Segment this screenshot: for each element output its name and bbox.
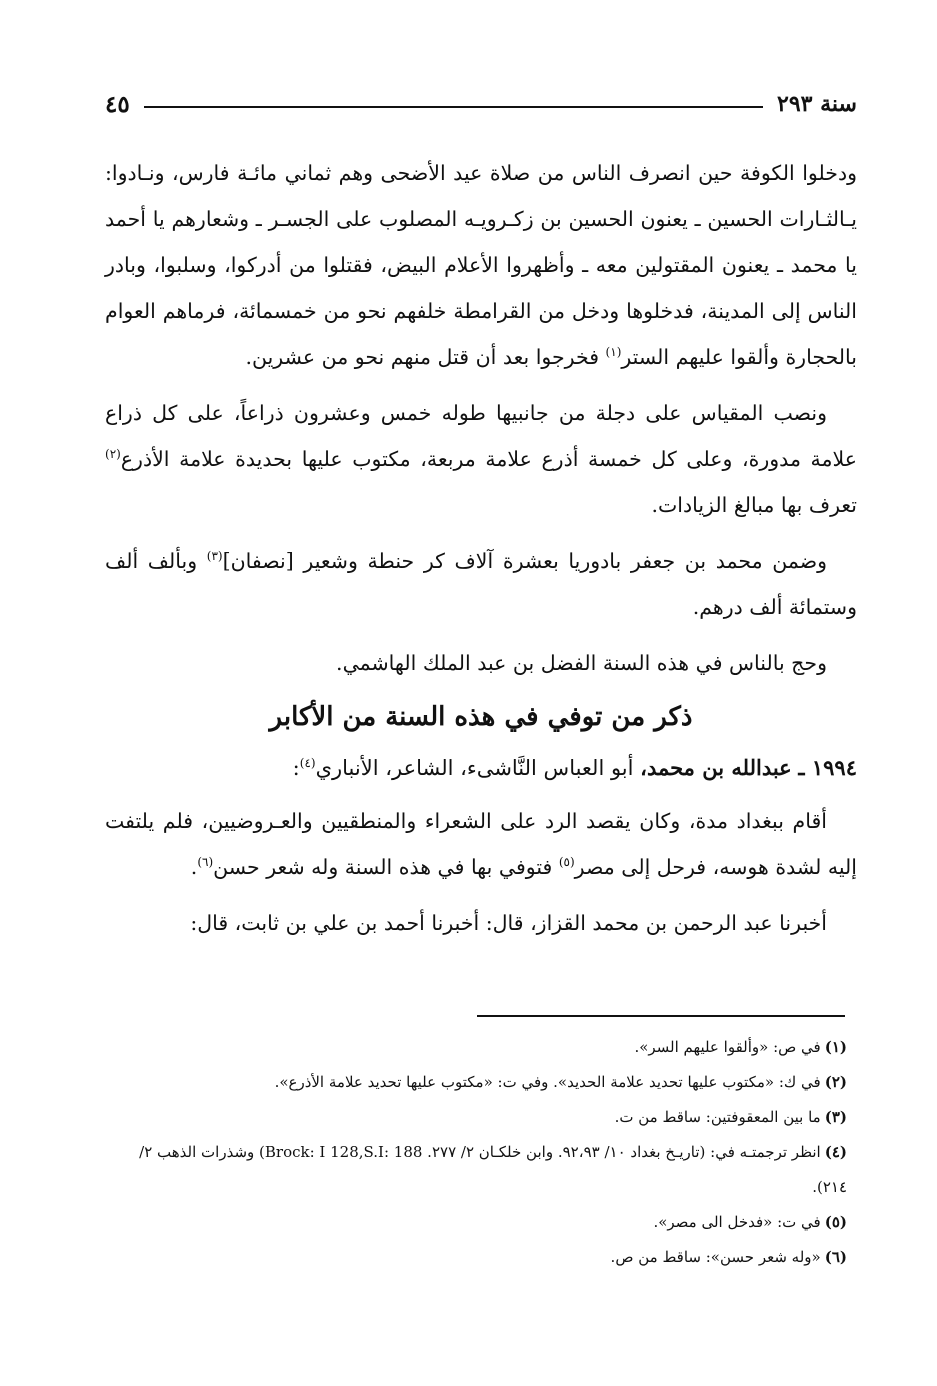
footnote-ref: (٤) (299, 756, 316, 770)
footnote-1: (١)في ص: «وألقوا عليهم السر». (634, 1038, 847, 1056)
footnotes (105, 1030, 847, 1275)
footnote-ref: (٥) (558, 855, 575, 870)
header-rule (144, 106, 763, 108)
paragraph-4: وحج بالناس في هذه السنة الفضل بن عبد الملك الهاشمي. (336, 651, 827, 675)
entry-name: عبدالله بن محمد، (640, 755, 792, 780)
footnote-ref: (٦) (197, 855, 214, 870)
footnote-3: (٣)ما بين المعقوفتين: ساقط من ت. (614, 1108, 847, 1126)
footnote-separator (477, 1015, 845, 1017)
paragraph-5: أقام ببغداد مدة، وكان يقصد الرد على الشعراء والمنطقيين والعـروضيين، فلم يلتفت إليه لشدة هوسه، فرحل إلى مصر$^{(٥)}$ فتوفي بها في هذه السنة وله شعر حسن$^{(٦)}$. (105, 809, 857, 879)
paragraph-3: وضمن محمد بن جعفر بادوريا بعشرة آلاف كر حنطة وشعير [نصفان]$^{(٣)}$ وبألف ألف وستمائة ألف درهم. (105, 549, 857, 619)
biography-entry: ١٩٩٤ ـ عبدالله بن محمد، أبو العباس النَّاشىء، الشاعر، الأنباري$^{(٤)}$: (292, 755, 857, 780)
footnote-2: (٢)في ك: «مكتوب عليها تحديد علامة الحديد». وفي ت: «مكتوب عليها تحديد علامة الأذرع». (274, 1073, 847, 1091)
footnote-6: (٦)«وله شعر حسن»: ساقط من ص. (610, 1248, 847, 1266)
footnote-4: (٤)انظر ترجمتـه في: (تاريـخ بغداد ١٠/ ٩٢،٩٣. وابن خلكـان ٢/ ٢٧٧. Brock: I 128,S.I: 188) وشذرات الذهب ٢/ ٢١٤). (139, 1143, 847, 1196)
header-year: سنة ٢٩٣ (777, 91, 857, 117)
entry-number: ١٩٩٤ ـ (798, 755, 857, 780)
section-heading: ذكر من توفي في هذه السنة من الأكابر (269, 702, 693, 732)
paragraph-2: ونصب المقياس على دجلة من جانبيها طوله خمس وعشرون ذراعاً، على كل ذراع علامة مدورة، وعلى كل خمسة أذرع علامة مربعة، مكتوب عليها بحديدة علامة الأذرع$^{(٢)}$ تعرف بها مبالغ الزيادات. (105, 401, 857, 517)
running-header (105, 86, 857, 122)
footnote-ref: (٢) (105, 447, 121, 462)
paragraph-6: أخبرنا عبد الرحمن بن محمد القزاز، قال: أخبرنا أحمد بن علي بن ثابت، قال: (190, 911, 827, 935)
footnote-ref: (١) (605, 345, 622, 360)
footnote-ref: (٣) (206, 549, 223, 564)
page-number: ٤٥ (105, 90, 130, 118)
main-text (105, 150, 857, 946)
paragraph-1: ودخلوا الكوفة حين انصرف الناس من صلاة عيد الأضحى وهم ثماني مائـة فارس، ونـادوا: يـالثـارات الحسين ـ يعنون الحسين بن زكـرويـه المصلوب على الجسـر ـ وشعارهم يا أحمد يا محمد ـ يعنون المقتولين معه ـ وأظهروا الأعلام البيض، فقتلوا من أدركوا، وسلبوا، وبادر الناس إلى المدينة، فدخلوها ودخل من القرامطة خلفهم نحو من خمسمائة، فرماهم العوام بالحجارة وألقوا عليهم الستر$^{(١)}$ فخرجوا بعد أن قتل منهم نحو من عشرين. (105, 161, 857, 369)
footnote-5: (٥)في ت: «فدخل الى مصر». (653, 1213, 847, 1231)
